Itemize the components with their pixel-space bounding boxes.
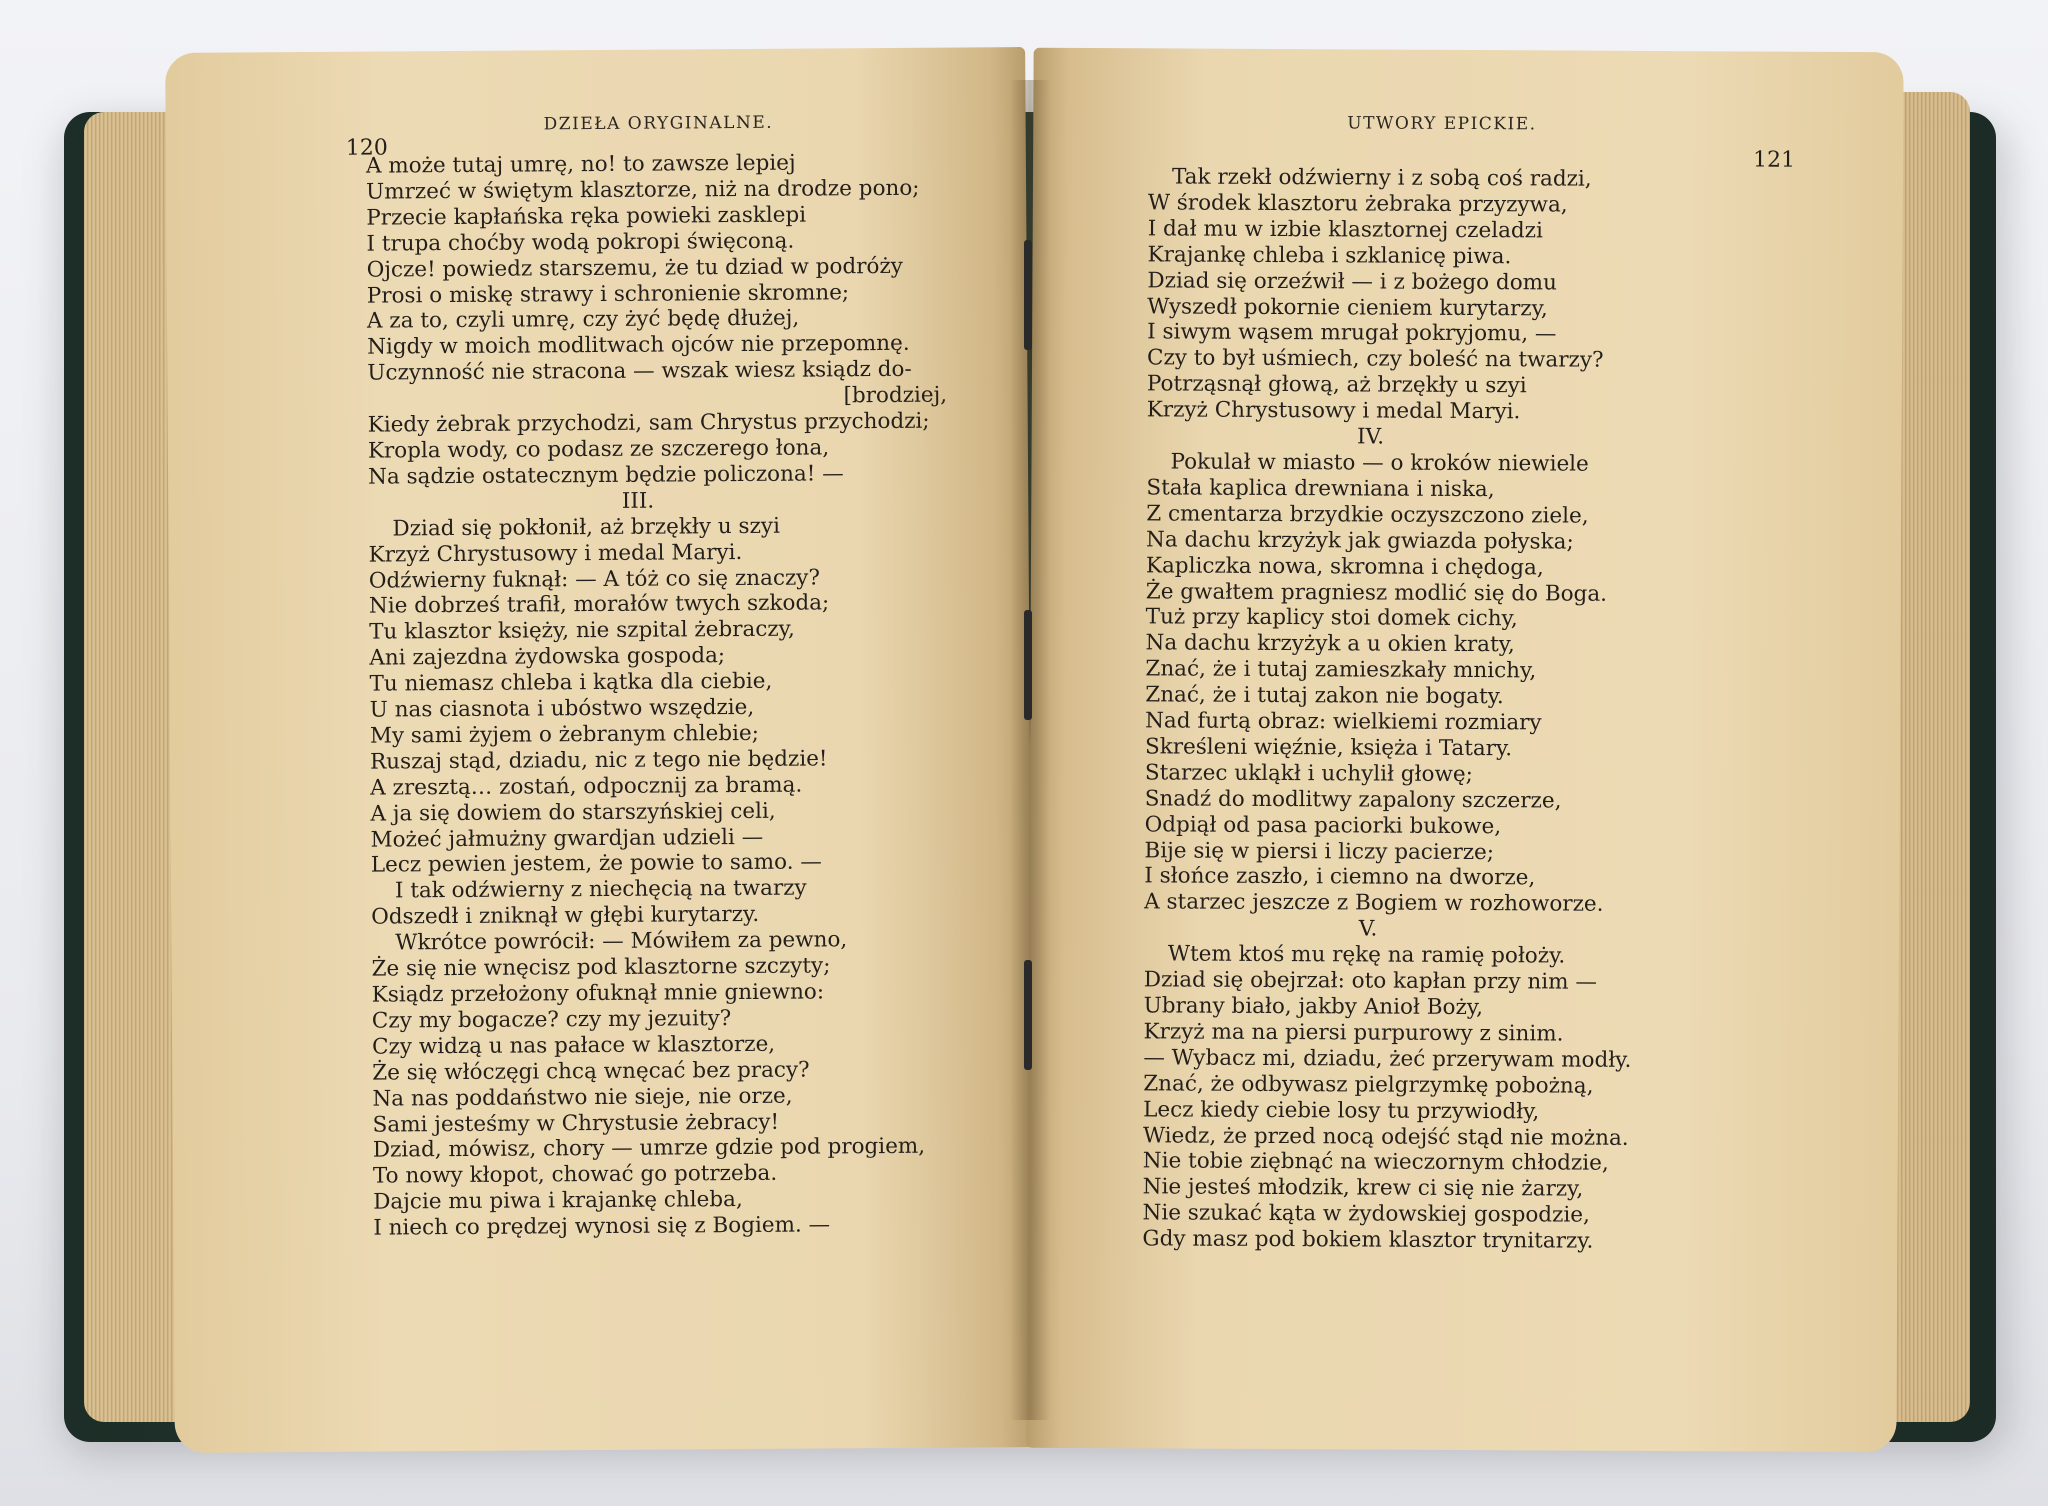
poem-line: Na dachu krzyżyk a u okien kraty, [1145, 630, 1515, 658]
poem-line: A może tutaj umrę, no! to zawsze lepiej [365, 150, 796, 179]
poem-line: I siwym wąsem mrugał pokryjomu, — [1147, 319, 1557, 347]
poem-line: Sami jesteśmy w Chrystusie żebracy! [372, 1109, 780, 1138]
poem-line: Znać, że i tutaj zakon nie bogaty. [1145, 682, 1504, 710]
poem-line: A ja się dowiem do starszyńskiej celi, [370, 798, 776, 827]
poem-line: Wyszedł pokornie cieniem kurytarzy, [1147, 293, 1548, 321]
poem-line: Na nas poddaństwo nie sieje, nie orze, [372, 1083, 793, 1112]
poem-line: I trupa choćby wodą pokropi święconą. [366, 228, 795, 257]
poem-line: Dziad się pokłonił, aż brzękły u szyi [392, 513, 780, 542]
poem-line: Stała kaplica drewniana i niska, [1146, 475, 1495, 503]
poem-line: I niech co prędzej wynosi się z Bogiem. — [373, 1212, 831, 1241]
left-running-header: DZIEŁA ORYGINALNE. [543, 112, 774, 135]
poem-line: Na dachu krzyżyk jak gwiazda połyska; [1146, 527, 1574, 555]
right-running-header: UTWORY EPICKIE. [1347, 113, 1537, 135]
poem-line: A za to, czyli umrę, czy żyć będę dłużej, [366, 306, 800, 335]
poem-line: Odszedł i zniknął w głębi kurytarzy. [371, 902, 760, 930]
poem-line: Ani zajezdna żydowska gospoda; [369, 643, 726, 671]
poem-line: Z cmentarza brzydkie oczyszczono ziele, [1146, 501, 1589, 529]
poem-line: Nie szukać kąta w żydowskiej gospodzie, [1142, 1200, 1590, 1228]
poem-line: U nas ciasnota i ubóstwo wszędzie, [369, 694, 755, 723]
canto-numeral: III. [621, 488, 655, 514]
poem-line: My sami żyjem o żebranym chlebie; [369, 720, 760, 749]
poem-line: Starzec ukląkł i uchylił głowę; [1144, 760, 1473, 787]
poem-line: Ubrany biało, jakby Anioł Boży, [1143, 993, 1484, 1021]
poem-line: Możeć jałmużny gwardjan udzieli — [370, 824, 764, 853]
poem-line: Dziad się orzeźwił — i z bożego domu [1147, 267, 1557, 296]
poem-line: Czy my bogacze? czy my jezuity? [371, 1005, 732, 1034]
poem-line: Nigdy w moich modlitwach ojców nie przepomnę. [367, 331, 910, 360]
poem-line: Kropla wody, co podasz ze szczerego łona, [367, 435, 830, 464]
poem-line: Ojcze! powiedz starszemu, że tu dziad w podróży [366, 253, 903, 283]
poem-line: W środek klasztoru żebraka przyzywa, [1147, 190, 1568, 218]
poem-line: Wtem ktoś mu rękę na ramię położy. [1167, 941, 1566, 969]
poem-line: A starzec jeszcze z Bogiem w rozhoworze. [1144, 889, 1604, 918]
canto-numeral: IV. [1356, 424, 1385, 450]
canto-numeral: V. [1358, 916, 1378, 942]
poem-line: Gdy masz pod bokiem klasztor trynitarzy. [1142, 1226, 1594, 1254]
poem-line: Krzyż Chrystusowy i medal Maryi. [368, 539, 743, 568]
poem-line: Tuż przy kaplicy stoi domek cichy, [1145, 604, 1518, 632]
poem-line: Umrzeć w świętym klasztorze, niż na drodze pono; [366, 175, 920, 205]
right-page [1026, 48, 1903, 1453]
poem-line: Kiedy żebrak przychodzi, sam Chrystus przychodzi; [367, 408, 930, 438]
poem-line: Odźwierny fuknął: — A tóż co się znaczy? [368, 564, 821, 594]
poem-line: I słońce zaszło, i ciemno na dworze, [1144, 863, 1536, 891]
right-poem-text [1142, 164, 1636, 1255]
poem-line: To nowy kłopot, chować go potrzeba. [372, 1161, 778, 1189]
poem-line: Potrząsnął głową, aż brzękły u szyi [1146, 371, 1527, 399]
poem-line: Tak rzekł odźwierny i z sobą coś radzi, [1171, 164, 1592, 192]
poem-line: Że gwałtem pragniesz modlić się do Boga. [1145, 578, 1608, 607]
poem-line: Dziad się obejrzał: oto kapłan przy nim — [1143, 967, 1597, 995]
poem-line: Wiedz, że przed nocą odejść stąd nie można. [1142, 1122, 1629, 1151]
poem-line: Nie jesteś młodzik, krew ci się nie żarzy, [1142, 1174, 1584, 1202]
poem-line: Lecz kiedy ciebie losy tu przywiodły, [1143, 1096, 1540, 1125]
poem-line: Lecz pewien jestem, że powie to samo. — [370, 849, 822, 879]
poem-line: Ruszaj stąd, dziadu, nic z tego nie będzie! [369, 746, 828, 775]
left-poem-text [366, 150, 953, 1242]
binding-thread [1024, 960, 1032, 1070]
poem-line: Krajankę chleba i szklanicę piwa. [1147, 242, 1512, 269]
poem-line: Że się włóczęgi chcą wnęcać bez pracy? [372, 1057, 810, 1086]
poem-line: Bije się w piersi i liczy pacierze; [1144, 837, 1495, 865]
poem-line: Nad furtą obraz: wielkiemi rozmiary [1145, 708, 1542, 736]
poem-line: Prosi o miskę strawy i schronienie skromne; [366, 279, 850, 309]
poem-line: Skreśleni więźnie, księża i Tatary. [1144, 734, 1513, 762]
poem-line: Znać, że i tutaj zamieszkały mnichy, [1145, 656, 1537, 684]
poem-line: — Wybacz mi, dziadu, żeć przerywam modły. [1143, 1045, 1632, 1073]
poem-line: Dajcie mu piwa i krajankę chleba, [373, 1187, 743, 1215]
poem-line: Krzyż Chrystusowy i medal Maryi. [1146, 397, 1521, 425]
poem-line: Że się nie wnęcisz pod klasztorne szczyty; [371, 953, 831, 982]
poem-line: Snadź do modlitwy zapalony szczerze, [1144, 786, 1562, 814]
poem-line: I dał mu w izbie klasztornej czeladzi [1147, 216, 1543, 244]
poem-line: Znać, że odbywasz pielgrzymkę pobożną, [1143, 1071, 1594, 1099]
poem-line: Uczynność nie stracona — wszak wiesz ksiądz do- [367, 357, 912, 386]
poem-line: Pokulał w miasto — o kroków niewiele [1170, 449, 1589, 477]
poem-line: Przecie kapłańska ręka powieki zasklepi [366, 202, 807, 231]
poem-line: Kapliczka nowa, skromna i chędoga, [1145, 552, 1544, 581]
poem-line: A zresztą… zostań, odpocznij za bramą. [370, 772, 803, 801]
binding-thread [1024, 240, 1032, 350]
poem-line: Nie dobrześ trafił, morałów twych szkoda; [368, 590, 830, 620]
poem-line: Odpiął od pasa paciorki bukowe, [1144, 811, 1502, 839]
poem-line: [brodziej, [843, 382, 948, 409]
left-page [165, 47, 1035, 1453]
left-page-number: 120 [345, 135, 388, 161]
poem-line: Krzyż ma na piersi purpurowy z sinim. [1143, 1019, 1564, 1047]
poem-line: Na sądzie ostatecznym będzie policzona! — [368, 461, 844, 490]
poem-line: Tu klasztor księży, nie szpital żebraczy, [369, 616, 795, 645]
poem-line: Ksiądz przełożony ofuknął mnie gniewno: [371, 979, 825, 1008]
poem-line: Tu niemasz chleba i kątka dla ciebie, [369, 668, 773, 697]
poem-line: Nie tobie ziębnąć na wieczornym chłodzie, [1142, 1148, 1609, 1177]
binding-thread [1024, 610, 1032, 720]
poem-line: Czy to był uśmiech, czy boleść na twarzy? [1146, 345, 1604, 374]
poem-line: Wkrótce powrócił: — Mówiłem za pewno, [395, 927, 848, 956]
poem-line: I tak odźwierny z niechęcią na twarzy [394, 875, 807, 904]
poem-line: Czy widzą u nas pałace w klasztorze, [371, 1031, 776, 1060]
right-page-number: 121 [1753, 147, 1796, 173]
poem-line: Dziad, mówisz, chory — umrze gdzie pod progiem, [372, 1134, 926, 1164]
